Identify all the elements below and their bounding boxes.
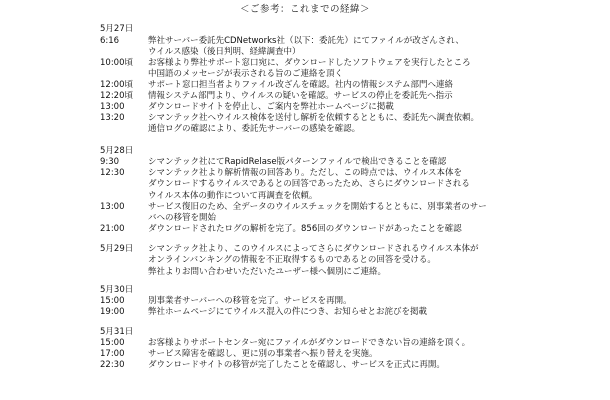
entry-time: 17:00 (100, 349, 125, 359)
entry-text: シマンテック社へウイルス検体を送付し解析を依頼するとともに、委託先へ調査依頼。 通信ログの確認により、委託先サーバーの感染を確認。 (148, 113, 479, 135)
day-heading: 5月29日 (100, 244, 134, 254)
entry-text: 弊社ホームページにてウイルス混入の件につき、お知らせとお詫びを掲載 (148, 307, 428, 317)
entry-time: 12:20頃 (100, 91, 133, 101)
entry-text: シマンテック社より解析情報の回答あり。ただし、この時点では、ウイルス本体を ダウンロードするウイルスであるとの回答であったため、さらにダウンロードされる ウイルス本体の動作について再調査を依頼。 (148, 168, 470, 201)
day-heading: 5月30日 (100, 285, 134, 295)
entry-time: 13:20 (100, 113, 125, 123)
entry-time: 9:30 (100, 157, 120, 167)
day-heading: 5月28日 (100, 146, 134, 156)
day-heading: 5月27日 (100, 24, 134, 34)
entry-time: 10:00頃 (100, 58, 133, 68)
entry-text: サービス障害を確認し、更に別の事業者へ振り替えを実施。 (148, 349, 378, 359)
entry-text: お客様より弊社サポート窓口宛に、ダウンロードしたソフトウェアを実行したところ 中国語のメッセージが表示される旨のご連絡を頂く (148, 58, 471, 80)
entry-time: 21:00 (100, 224, 125, 234)
page-title: ＜ご参考：これまでの経緯＞ (239, 4, 370, 15)
entry-text: 別事業者サーバーへの移管を完了。サービスを再開。 (148, 296, 352, 306)
entry-text: 弊社サーバー委託先CDNetworks社（以下：委託先）にてファイルが改ざんされ、 ウイルス感染（後日判明、経緯調査中） (148, 36, 464, 58)
entry-time: 15:00 (100, 296, 125, 306)
entry-text: 情報システム部門より、ウイルスの疑いを確認。サービスの停止を委託先へ指示 (148, 91, 453, 101)
entry-text: ダウンロードされたログの解析を完了。856回のダウンロードがあったことを確認 (148, 224, 462, 234)
entry-text: お客様よりサポートセンター宛にファイルがダウンロードできない旨の連絡を頂く。 (148, 338, 471, 348)
entry-text: ダウンロードサイトの移管が完了したことを確認し、サービスを正式に再開。 (148, 360, 445, 370)
entry-text: サービス復旧のため、全データのウイルスチェックを開始するとともに、別事業者のサー バへの移管を開始 (148, 202, 487, 224)
entry-time: 15:00 (100, 338, 125, 348)
entry-text: サポート窓口担当者よりファイル改ざんを確認。社内の情報システム部門へ連絡 (148, 80, 453, 90)
entry-time: 13:00 (100, 102, 125, 112)
entry-time: 6:16 (100, 36, 120, 46)
day-heading: 5月31日 (100, 327, 134, 337)
entry-text: シマンテック社より、このウイルスによってさらにダウンロードされるウイルス本体が オンラインバンキングの情報を不正取得するものであるとの回答を受ける。 弊社よりお問い合わせいただいたユーザー様へ個別にご連絡。 (148, 244, 479, 277)
entry-time: 12:30 (100, 168, 125, 178)
entry-time: 19:00 (100, 307, 125, 317)
entry-time: 13:00 (100, 202, 125, 212)
entry-time: 22:30 (100, 360, 125, 370)
entry-time: 12:00頃 (100, 80, 133, 90)
entry-text: シマンテック社にてRapidRelase版パターンファイルで検出できることを確認 (148, 157, 447, 167)
entry-text: ダウンロードサイトを停止し、ご案内を弊社ホームページに掲載 (148, 102, 394, 112)
